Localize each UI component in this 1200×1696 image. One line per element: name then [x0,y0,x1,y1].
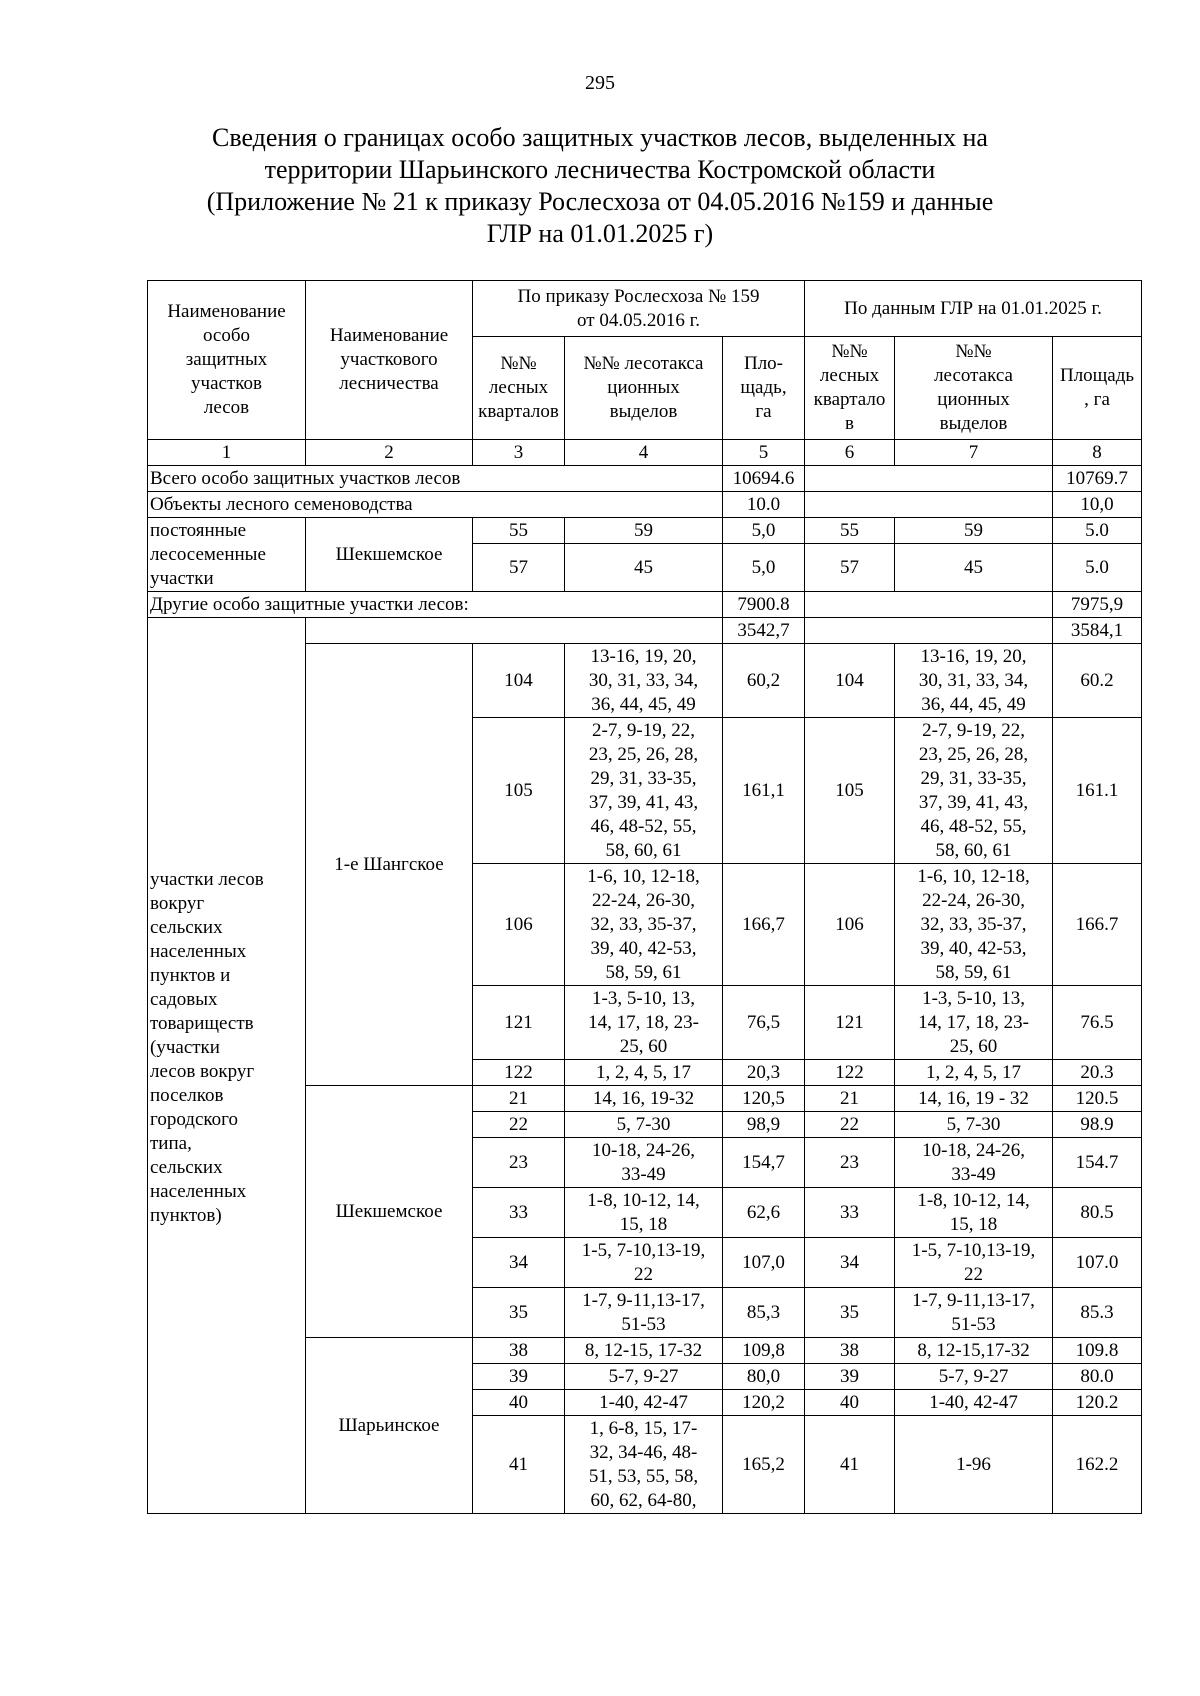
quarter-cell: 106 [473,864,565,986]
quarter-cell: 122 [473,1060,565,1086]
quarter-cell: 104 [473,644,565,718]
area-cell: 154,7 [723,1138,805,1188]
category-line: (участки [150,1037,220,1058]
plots-cell [565,1338,723,1364]
plots-cell [565,1288,723,1338]
header-plots-glr: №№ лесотакса ционных выделов [895,337,1053,440]
plots-cell [565,644,723,718]
category-line: населенных [150,941,247,962]
area-cell: 98,9 [723,1112,805,1138]
plots-line: 1-3, 5-10, 13, [592,987,695,1009]
column-number: 6 [805,440,895,466]
category-line: вокруг [150,893,205,914]
area-cell: 107,0 [723,1238,805,1288]
category-line: сельских [150,917,223,938]
plots-line: 51, 53, 55, 58, [588,1465,699,1487]
quarter-cell: 55 [473,518,565,544]
quarter-glr-cell: 33 [805,1188,895,1238]
category-line: участки лесов [150,869,264,890]
quarter-glr-cell: 34 [805,1238,895,1288]
category-line: товариществ [150,1013,254,1034]
quarter-cell: 34 [473,1238,565,1288]
plots-line: 36, 44, 45, 49 [591,693,696,715]
plots-line: 2-7, 9-19, 22, [922,719,1025,741]
area-cell: 5,0 [723,518,805,544]
plots-line: 1, 2, 4, 5, 17 [596,1061,691,1083]
subtotal-area-order: 3542,7 [723,618,805,644]
plots-line: 10-18, 24-26, [592,1139,695,1161]
subtotal-area-glr: 3584,1 [1053,618,1142,644]
area-glr-cell: 85.3 [1053,1288,1142,1338]
plots-line: 1-5, 7-10,13-19, [911,1239,1036,1261]
area-glr-cell: 109.8 [1053,1338,1142,1364]
plots-line: 51-53 [621,1313,666,1335]
plots-cell [565,864,723,986]
area-glr-cell: 162.2 [1053,1416,1142,1514]
quarter-cell: 57 [473,544,565,592]
area-glr-cell: 80.0 [1053,1364,1142,1390]
plots-line: 22-24, 26-30, [922,889,1025,911]
plots-cell [565,1188,723,1238]
total-label: Всего особо защитных участков лесов [148,466,723,492]
plots-line: 37, 39, 41, 43, [918,791,1029,813]
plots-line: 46, 48-52, 55, [590,815,697,837]
plots-line: 22 [634,1263,653,1285]
plots-line: 22-24, 26-30, [592,889,695,911]
plots-cell [565,1364,723,1390]
plots-line: 1, 2, 4, 5, 17 [926,1061,1022,1083]
plots-line: 51-53 [951,1313,996,1335]
plots-line: 1-40, 42-47 [929,1391,1018,1413]
column-number: 1 [148,440,306,466]
forestry-name: Шарьинское [306,1338,473,1514]
plots-glr-cell: 59 [895,518,1053,544]
plots-glr-cell [895,1112,1053,1138]
quarter-glr-cell: 41 [805,1416,895,1514]
plots-cell [565,1238,723,1288]
header-quarters: №№ лесных кварталов [473,337,565,440]
plots-line: 32, 33, 35-37, [590,913,697,935]
plots-line: 60, 62, 64-80, [590,1489,697,1511]
plots-line: 36, 44, 45, 49 [921,693,1026,715]
quarter-cell: 121 [473,986,565,1060]
quarter-cell: 23 [473,1138,565,1188]
quarter-cell: 40 [473,1390,565,1416]
other-area-order: 7900.8 [723,592,805,618]
plots-line: 30, 31, 33, 34, [918,669,1029,691]
area-cell: 80,0 [723,1364,805,1390]
plots-glr-cell [895,1086,1053,1112]
plots-glr-cell [895,986,1053,1060]
plots-line: 23, 25, 26, 28, [588,743,699,765]
quarter-glr-cell: 35 [805,1288,895,1338]
area-glr-cell: 80.5 [1053,1188,1142,1238]
area-cell: 5,0 [723,544,805,592]
plots-cell: 59 [565,518,723,544]
column-number: 7 [895,440,1053,466]
plots-line: 33-49 [621,1163,666,1185]
plots-line: 14, 16, 19 - 32 [918,1087,1029,1109]
plots-line: 1-6, 10, 12-18, [587,865,700,887]
subtotal-row [148,618,1142,644]
area-cell: 60,2 [723,644,805,718]
area-glr-cell: 154.7 [1053,1138,1142,1188]
column-number: 2 [306,440,473,466]
plots-line: 32, 33, 35-37, [920,913,1027,935]
category-line: лесов вокруг [150,1061,255,1082]
plots-line: 13-16, 19, 20, [590,645,697,667]
plots-cell: 45 [565,544,723,592]
plots-line: 37, 39, 41, 43, [588,791,699,813]
plots-glr-cell [895,1416,1053,1514]
seed-total-label: Объекты лесного семеноводства [148,492,723,518]
plots-line: 25, 60 [619,1035,668,1057]
area-glr-cell: 60.2 [1053,644,1142,718]
plots-glr-cell [895,1390,1053,1416]
column-number: 8 [1053,440,1142,466]
plots-glr-cell [895,864,1053,986]
header-area: Пло- щадь, га [723,337,805,440]
plots-line: 32, 34-46, 48- [589,1441,698,1463]
plots-glr-cell: 45 [895,544,1053,592]
category-line: пунктов) [150,1205,222,1226]
other-area-glr: 7975,9 [1053,592,1142,618]
plots-line: 30, 31, 33, 34, [588,669,699,691]
area-cell: 120,5 [723,1086,805,1112]
column-number: 4 [565,440,723,466]
header-glr-group: По данным ГЛР на 01.01.2025 г. [805,281,1142,337]
header-forestry-name: Наименование участкового лесничества [306,281,473,440]
category-line: населенных [150,1181,247,1202]
plots-line: 1-8, 10-12, 14, [587,1189,700,1211]
plots-line: 46, 48-52, 55, [920,815,1027,837]
plots-cell [565,1416,723,1514]
plots-line: 33-49 [951,1163,996,1185]
plots-line: 15, 18 [619,1213,668,1235]
plots-line: 5, 7-30 [946,1113,1001,1135]
other-total-label: Другие особо защитные участки лесов: [148,592,723,618]
quarter-glr-cell: 104 [805,644,895,718]
plots-line: 58, 59, 61 [605,961,682,983]
header-order-group: По приказу Рослесхоза № 159 от 04.05.2016 г. [473,281,805,337]
plots-line: 13-16, 19, 20, [920,645,1027,667]
category-line: пунктов и [150,965,231,986]
quarter-cell: 38 [473,1338,565,1364]
area-cell: 85,3 [723,1288,805,1338]
title-line: территории Шарьинского лесничества Костромской области [264,155,936,184]
plots-line: 1-8, 10-12, 14, [917,1189,1030,1211]
plots-line: 10-18, 24-26, [922,1139,1025,1161]
quarter-cell: 21 [473,1086,565,1112]
quarter-glr-cell: 39 [805,1364,895,1390]
seed-forestry: Шекшемское [306,518,473,592]
total-area-glr: 10769.7 [1053,466,1142,492]
plots-line: 14, 16, 19-32 [592,1087,695,1109]
plots-line: 2-7, 9-19, 22, [592,719,695,741]
area-glr-cell: 98.9 [1053,1112,1142,1138]
quarter-glr-cell: 23 [805,1138,895,1188]
seed-area-order: 10.0 [723,492,805,518]
plots-glr-cell [895,1338,1053,1364]
total-row [148,466,1142,492]
quarter-glr-cell: 105 [805,718,895,864]
plots-line: 15, 18 [949,1213,998,1235]
area-cell: 161,1 [723,718,805,864]
quarter-cell: 39 [473,1364,565,1390]
area-glr-cell: 161.1 [1053,718,1142,864]
column-numbers-row [148,440,1142,466]
plots-glr-cell [895,718,1053,864]
quarter-cell: 35 [473,1288,565,1338]
area-cell: 109,8 [723,1338,805,1364]
category-line: типа, [150,1133,192,1154]
plots-line: 39, 40, 42-53, [590,937,697,959]
area-glr-cell: 120.2 [1053,1390,1142,1416]
area-cell: 166,7 [723,864,805,986]
area-glr-cell: 76.5 [1053,986,1142,1060]
title-line: (Приложение № 21 к приказу Рослесхоза от 04.05.2016 №159 и данные [206,187,994,216]
protected-areas-table [147,280,1142,1514]
plots-cell [565,986,723,1060]
plots-line: 1-7, 9-11,13-17, [582,1289,705,1311]
category-line: городского [150,1109,238,1130]
header-plots: №№ лесотакса ционных выделов [565,337,723,440]
area-cell: 62,6 [723,1188,805,1238]
plots-line: 8, 12-15, 17-32 [584,1339,703,1361]
plots-glr-cell [895,1188,1053,1238]
other-total-row [148,592,1142,618]
plots-line: 29, 31, 33-35, [920,767,1027,789]
plots-line: 58, 60, 61 [605,839,682,861]
plots-line: 1-96 [956,1453,991,1475]
plots-line: 25, 60 [949,1035,998,1057]
plots-line: 5-7, 9-27 [608,1365,679,1387]
plots-cell [565,1060,723,1086]
category-line: садовых [150,989,218,1010]
quarter-cell: 41 [473,1416,565,1514]
column-number: 5 [723,440,805,466]
quarter-glr-cell: 106 [805,864,895,986]
page-number: 295 [585,72,615,94]
area-glr-cell: 5.0 [1053,518,1142,544]
plots-glr-cell [895,644,1053,718]
plots-glr-cell [895,1060,1053,1086]
area-glr-cell: 107.0 [1053,1238,1142,1288]
seed-category: постоянные лесосеменные участки [148,518,306,592]
area-glr-cell: 120.5 [1053,1086,1142,1112]
table-row [148,518,1142,544]
plots-glr-cell [895,1138,1053,1188]
plots-glr-cell [895,1238,1053,1288]
plots-line: 5-7, 9-27 [938,1365,1009,1387]
title-line: ГЛР на 01.01.2025 г) [486,219,714,248]
plots-cell [565,1086,723,1112]
quarter-glr-cell: 38 [805,1338,895,1364]
plots-line: 14, 17, 18, 23- [588,1011,699,1033]
area-glr-cell: 5.0 [1053,544,1142,592]
area-glr-cell: 166.7 [1053,864,1142,986]
plots-line: 1-3, 5-10, 13, [922,987,1025,1009]
area-cell: 165,2 [723,1416,805,1514]
plots-line: 39, 40, 42-53, [920,937,1027,959]
header-area-glr: Площадь , га [1053,337,1142,440]
area-glr-cell: 20.3 [1053,1060,1142,1086]
quarter-glr-cell: 22 [805,1112,895,1138]
plots-line: 58, 60, 61 [935,839,1012,861]
plots-line: 29, 31, 33-35, [590,767,697,789]
area-cell: 76,5 [723,986,805,1060]
header-area-name: Наименование особо защитных участков лесов [148,281,306,440]
area-cell: 20,3 [723,1060,805,1086]
quarter-cell: 22 [473,1112,565,1138]
forestry-name: Шекшемское [306,1086,473,1338]
plots-line: 1-6, 10, 12-18, [917,865,1030,887]
category-line: сельских [150,1157,223,1178]
plots-cell [565,1112,723,1138]
settlement-category [148,618,306,1514]
plots-line: 23, 25, 26, 28, [918,743,1029,765]
quarter-glr-cell: 121 [805,986,895,1060]
plots-glr-cell [895,1364,1053,1390]
quarter-glr-cell: 122 [805,1060,895,1086]
plots-cell [565,1390,723,1416]
plots-line: 58, 59, 61 [935,961,1012,983]
seed-area-glr: 10,0 [1053,492,1142,518]
plots-line: 1-5, 7-10,13-19, [581,1239,706,1261]
title-line: Сведения о границах особо защитных участков лесов, выделенных на [212,123,988,152]
area-cell: 120,2 [723,1390,805,1416]
plots-line: 1, 6-8, 15, 17- [589,1417,698,1439]
quarter-glr-cell: 55 [805,518,895,544]
plots-cell [565,718,723,864]
plots-line: 1-40, 42-47 [599,1391,688,1413]
column-number: 3 [473,440,565,466]
plots-line: 1-7, 9-11,13-17, [912,1289,1035,1311]
plots-cell [565,1138,723,1188]
forestry-name: 1-е Шангское [306,644,473,1086]
category-line: поселков [150,1085,224,1106]
header-quarters-glr: №№ лесных квартало в [805,337,895,440]
plots-glr-cell [895,1288,1053,1338]
quarter-glr-cell: 57 [805,544,895,592]
quarter-glr-cell: 21 [805,1086,895,1112]
document-title [140,122,1060,250]
quarter-glr-cell: 40 [805,1390,895,1416]
quarter-cell: 33 [473,1188,565,1238]
plots-line: 22 [964,1263,984,1285]
quarter-cell: 105 [473,718,565,864]
total-area-order: 10694.6 [723,466,805,492]
plots-line: 14, 17, 18, 23- [918,1011,1029,1033]
plots-line: 8, 12-15,17-32 [917,1339,1030,1361]
plots-line: 5, 7-30 [616,1113,671,1135]
seed-total-row [148,492,1142,518]
